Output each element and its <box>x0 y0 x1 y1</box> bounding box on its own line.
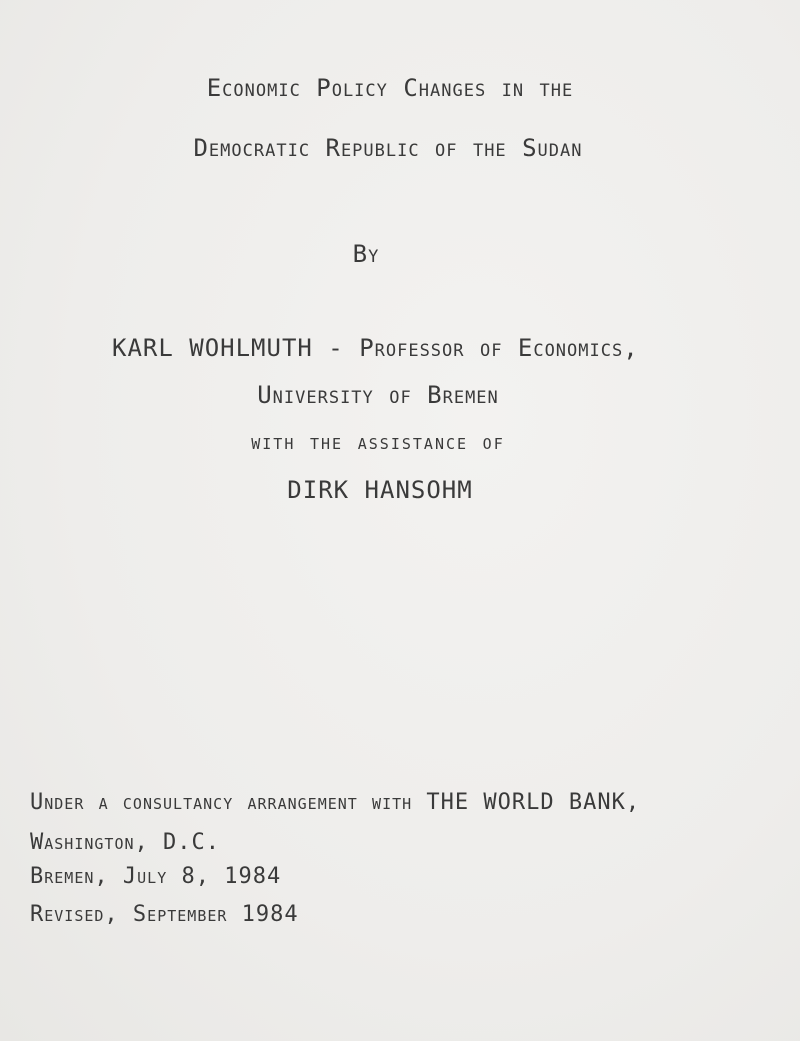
footer-line-4: Revised, September 1984 <box>30 902 299 927</box>
title-line-2: Democratic Republic of the Sudan <box>193 134 583 162</box>
title-line-1: Economic Policy Changes in the <box>206 74 574 102</box>
footer-line-1: Under a consultancy arrangement with THE WORLD BANK, <box>30 790 641 815</box>
assistance-line: with the assistance of <box>251 430 505 454</box>
affiliation: University of Bremen <box>257 381 499 409</box>
footer-line-2: Washington, D.C. <box>30 830 220 855</box>
by-label: By <box>352 240 380 268</box>
assistant-name: DIRK HANSOHM <box>287 476 473 504</box>
footer-line-3: Bremen, July 8, 1984 <box>30 864 282 889</box>
author-line: KARL WOHLMUTH - Professor of Economics, <box>112 334 639 362</box>
